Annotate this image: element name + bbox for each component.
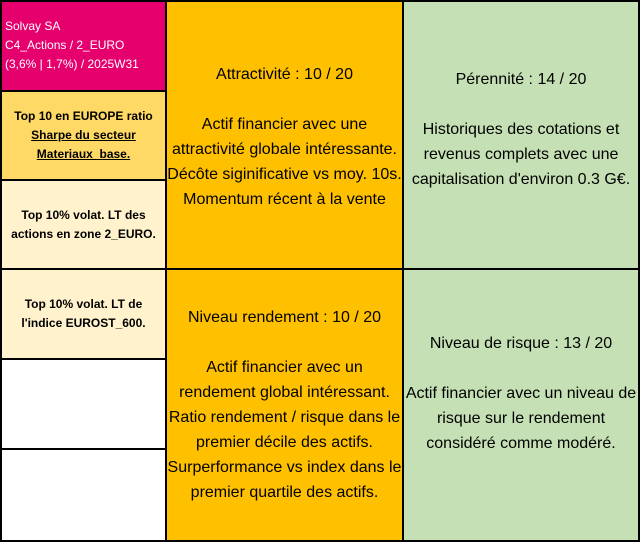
volatility-zone-note [1,180,166,269]
risque-line-3: considéré comme modéré. [426,434,616,452]
volat-zone-line-1: Top 10% volat. LT des [21,207,146,222]
rendement-line-3: Ratio rendement / risque dans le [168,409,401,426]
title-block [1,1,166,91]
attractivite-line-3: Décôte siginificative vs moy. 10s. [167,166,402,183]
sharpe-line-1: Top 10 en EUROPE ratio [14,109,153,123]
perennite-heading: Pérennité : 14 / 20 [455,70,587,88]
attractivite-line-4: Momentum récent à la vente [183,191,386,208]
perennite-line-1: Historiques des cotations et [422,120,620,138]
volat-index-line-2: l'indice EUROST_600. [21,316,146,330]
empty-cell-1 [1,359,166,449]
risque-heading: Niveau de risque : 13 / 20 [429,334,613,352]
rendement-line-4: premier décile des actifs. [196,434,373,451]
rendement-line-1: Actif financier avec un [206,359,363,376]
rendement-line-5: Surperformance vs index dans le [167,459,402,476]
perennite-line-3: capitalisation d'environ 0.3 G€. [411,170,631,188]
sharpe-line-3: Materiaux_base. [36,147,131,161]
rendement-line-6: premier quartile des actifs. [190,484,379,501]
risque-line-2: risque sur le rendement [436,409,606,427]
rendement-heading: Niveau rendement : 10 / 20 [187,309,381,326]
attractivite-panel [166,1,403,269]
volat-zone-line-2: actions en zone 2_EURO. [11,226,156,241]
company-name: Solvay SA [5,19,61,33]
performance-stats: (3,6% | 1,7%) / 2025W31 [5,57,139,71]
volatility-index-note [1,269,166,359]
rendement-panel [166,269,403,541]
sharpe-line-2: Sharpe du secteur [31,128,136,142]
attractivite-line-1: Actif financier avec une [201,116,368,133]
attractivite-line-2: attractivité globale intéressante. [171,141,397,158]
rendement-line-2: rendement global intéressant. [179,384,390,401]
category-label: C4_Actions / 2_EURO [5,38,125,52]
volat-index-line-1: Top 10% volat. LT de [24,297,143,311]
empty-cell-2 [1,449,166,541]
perennite-line-2: revenus complets avec une [423,145,619,163]
risque-line-1: Actif financier avec un niveau de [405,384,637,402]
sharpe-ranking-note [1,91,166,180]
perennite-panel [403,1,639,269]
risque-panel [403,269,639,541]
attractivite-heading: Attractivité : 10 / 20 [216,66,353,83]
